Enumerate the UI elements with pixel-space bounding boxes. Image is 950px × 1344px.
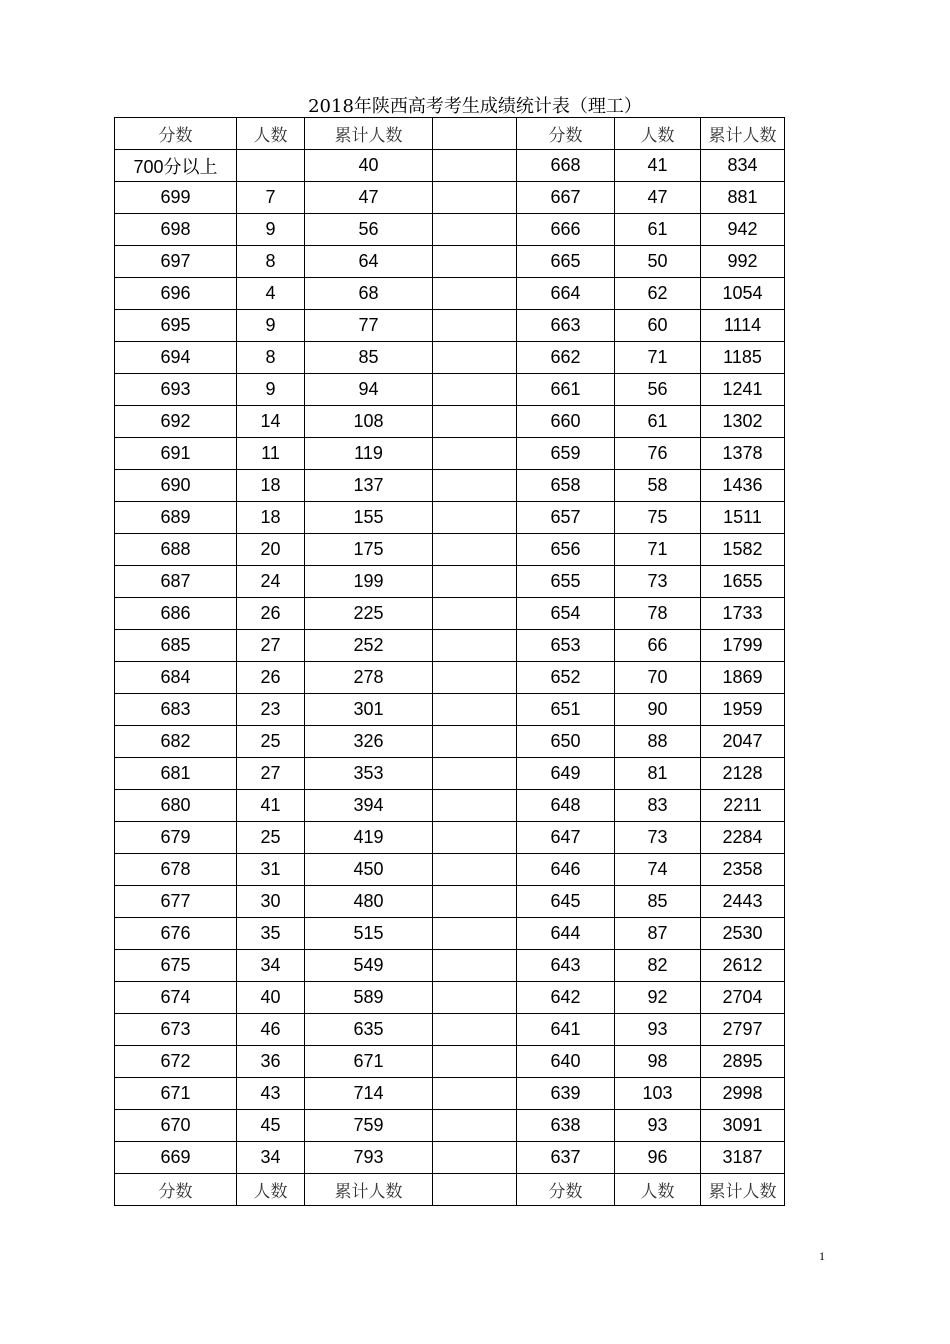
footer-spacer bbox=[433, 1174, 517, 1206]
cell-count-left: 40 bbox=[237, 982, 305, 1014]
cell-score-right: 666 bbox=[517, 214, 615, 246]
cell-spacer bbox=[433, 1110, 517, 1142]
cell-score-right: 652 bbox=[517, 662, 615, 694]
cell-cumulative-left: 47 bbox=[305, 182, 433, 214]
table-row bbox=[115, 1110, 785, 1142]
cell-count-right: 71 bbox=[615, 534, 701, 566]
cell-count-left: 4 bbox=[237, 278, 305, 310]
header-cumulative-right: 累计人数 bbox=[701, 118, 785, 150]
cell-cumulative-right: 881 bbox=[701, 182, 785, 214]
footer-count-right: 人数 bbox=[615, 1174, 701, 1206]
cell-count-right: 103 bbox=[615, 1078, 701, 1110]
cell-cumulative-right: 3091 bbox=[701, 1110, 785, 1142]
cell-spacer bbox=[433, 246, 517, 278]
cell-score-right: 649 bbox=[517, 758, 615, 790]
cell-score-right: 648 bbox=[517, 790, 615, 822]
table-row bbox=[115, 374, 785, 406]
cell-cumulative-right: 1241 bbox=[701, 374, 785, 406]
table-row bbox=[115, 1014, 785, 1046]
cell-count-left: 27 bbox=[237, 630, 305, 662]
cell-cumulative-right: 1054 bbox=[701, 278, 785, 310]
cell-count-right: 93 bbox=[615, 1110, 701, 1142]
cell-cumulative-right: 2047 bbox=[701, 726, 785, 758]
cell-count-right: 50 bbox=[615, 246, 701, 278]
cell-cumulative-right: 2704 bbox=[701, 982, 785, 1014]
cell-cumulative-left: 635 bbox=[305, 1014, 433, 1046]
table-row bbox=[115, 214, 785, 246]
table-row bbox=[115, 694, 785, 726]
cell-count-left: 34 bbox=[237, 1142, 305, 1174]
table-row bbox=[115, 886, 785, 918]
cell-count-left: 35 bbox=[237, 918, 305, 950]
footer-count-left: 人数 bbox=[237, 1174, 305, 1206]
cell-count-left: 41 bbox=[237, 790, 305, 822]
table-row bbox=[115, 662, 785, 694]
page-number: 1 bbox=[819, 1249, 825, 1263]
cell-count-left: 7 bbox=[237, 182, 305, 214]
cell-cumulative-right: 2797 bbox=[701, 1014, 785, 1046]
cell-count-right: 81 bbox=[615, 758, 701, 790]
cell-count-left: 43 bbox=[237, 1078, 305, 1110]
cell-cumulative-left: 77 bbox=[305, 310, 433, 342]
cell-cumulative-left: 119 bbox=[305, 438, 433, 470]
table-row bbox=[115, 1142, 785, 1174]
header-score-right: 分数 bbox=[517, 118, 615, 150]
cell-count-left: 23 bbox=[237, 694, 305, 726]
cell-count-left: 31 bbox=[237, 854, 305, 886]
cell-score-right: 642 bbox=[517, 982, 615, 1014]
cell-cumulative-left: 793 bbox=[305, 1142, 433, 1174]
cell-spacer bbox=[433, 182, 517, 214]
cell-cumulative-left: 301 bbox=[305, 694, 433, 726]
cell-spacer bbox=[433, 598, 517, 630]
cell-count-right: 41 bbox=[615, 150, 701, 182]
cell-count-left: 25 bbox=[237, 822, 305, 854]
cell-score-right: 658 bbox=[517, 470, 615, 502]
cell-spacer bbox=[433, 1078, 517, 1110]
cell-score-left: 694 bbox=[115, 342, 237, 374]
cell-spacer bbox=[433, 438, 517, 470]
cell-spacer bbox=[433, 406, 517, 438]
cell-cumulative-right: 2530 bbox=[701, 918, 785, 950]
cell-count-right: 74 bbox=[615, 854, 701, 886]
cell-cumulative-left: 85 bbox=[305, 342, 433, 374]
cell-cumulative-left: 419 bbox=[305, 822, 433, 854]
cell-count-right: 92 bbox=[615, 982, 701, 1014]
cell-score-left: 673 bbox=[115, 1014, 237, 1046]
cell-spacer bbox=[433, 886, 517, 918]
cell-cumulative-right: 1302 bbox=[701, 406, 785, 438]
cell-cumulative-left: 450 bbox=[305, 854, 433, 886]
cell-spacer bbox=[433, 1142, 517, 1174]
cell-count-right: 58 bbox=[615, 470, 701, 502]
cell-score-right: 639 bbox=[517, 1078, 615, 1110]
table-row bbox=[115, 566, 785, 598]
cell-cumulative-right: 992 bbox=[701, 246, 785, 278]
cell-spacer bbox=[433, 758, 517, 790]
cell-count-right: 66 bbox=[615, 630, 701, 662]
table-row bbox=[115, 758, 785, 790]
cell-score-left: 687 bbox=[115, 566, 237, 598]
cell-score-right: 644 bbox=[517, 918, 615, 950]
cell-score-left: 696 bbox=[115, 278, 237, 310]
cell-score-right: 663 bbox=[517, 310, 615, 342]
table-row bbox=[115, 726, 785, 758]
cell-count-left: 8 bbox=[237, 246, 305, 278]
cell-count-left: 27 bbox=[237, 758, 305, 790]
cell-score-left: 671 bbox=[115, 1078, 237, 1110]
cell-spacer bbox=[433, 662, 517, 694]
table-row bbox=[115, 822, 785, 854]
cell-score-right: 665 bbox=[517, 246, 615, 278]
table-row bbox=[115, 534, 785, 566]
cell-cumulative-left: 40 bbox=[305, 150, 433, 182]
cell-score-left: 672 bbox=[115, 1046, 237, 1078]
cell-cumulative-left: 759 bbox=[305, 1110, 433, 1142]
document-title: 2018年陕西高考考生成绩统计表（理工） bbox=[308, 96, 642, 117]
cell-count-right: 88 bbox=[615, 726, 701, 758]
cell-cumulative-left: 278 bbox=[305, 662, 433, 694]
cell-cumulative-left: 549 bbox=[305, 950, 433, 982]
cell-spacer bbox=[433, 502, 517, 534]
cell-spacer bbox=[433, 374, 517, 406]
cell-count-right: 47 bbox=[615, 182, 701, 214]
table-body bbox=[115, 150, 785, 1174]
cell-count-right: 75 bbox=[615, 502, 701, 534]
cell-score-right: 667 bbox=[517, 182, 615, 214]
table-row bbox=[115, 150, 785, 182]
table-row bbox=[115, 598, 785, 630]
cell-count-right: 90 bbox=[615, 694, 701, 726]
cell-count-right: 98 bbox=[615, 1046, 701, 1078]
cell-cumulative-left: 394 bbox=[305, 790, 433, 822]
cell-cumulative-left: 326 bbox=[305, 726, 433, 758]
cell-cumulative-left: 137 bbox=[305, 470, 433, 502]
cell-score-right: 657 bbox=[517, 502, 615, 534]
cell-count-left: 9 bbox=[237, 214, 305, 246]
table-row bbox=[115, 438, 785, 470]
table-row bbox=[115, 246, 785, 278]
cell-cumulative-right: 2443 bbox=[701, 886, 785, 918]
cell-score-left: 670 bbox=[115, 1110, 237, 1142]
cell-cumulative-right: 1114 bbox=[701, 310, 785, 342]
cell-cumulative-right: 1959 bbox=[701, 694, 785, 726]
cell-score-left: 669 bbox=[115, 1142, 237, 1174]
cell-count-right: 56 bbox=[615, 374, 701, 406]
header-count-right: 人数 bbox=[615, 118, 701, 150]
cell-score-left: 692 bbox=[115, 406, 237, 438]
cell-score-left: 700分以上 bbox=[115, 150, 237, 182]
cell-count-right: 62 bbox=[615, 278, 701, 310]
cell-score-right: 653 bbox=[517, 630, 615, 662]
table-row bbox=[115, 630, 785, 662]
cell-score-left: 681 bbox=[115, 758, 237, 790]
cell-spacer bbox=[433, 1046, 517, 1078]
table-row bbox=[115, 854, 785, 886]
cell-score-left: 674 bbox=[115, 982, 237, 1014]
cell-count-left: 36 bbox=[237, 1046, 305, 1078]
cell-score-right: 637 bbox=[517, 1142, 615, 1174]
cell-count-left: 45 bbox=[237, 1110, 305, 1142]
cell-cumulative-right: 2895 bbox=[701, 1046, 785, 1078]
cell-count-left: 24 bbox=[237, 566, 305, 598]
cell-cumulative-right: 834 bbox=[701, 150, 785, 182]
cell-score-left: 680 bbox=[115, 790, 237, 822]
cell-score-right: 651 bbox=[517, 694, 615, 726]
cell-score-right: 664 bbox=[517, 278, 615, 310]
cell-count-left: 20 bbox=[237, 534, 305, 566]
cell-count-right: 71 bbox=[615, 342, 701, 374]
cell-score-right: 656 bbox=[517, 534, 615, 566]
cell-spacer bbox=[433, 1014, 517, 1046]
cell-score-right: 641 bbox=[517, 1014, 615, 1046]
cell-score-left: 685 bbox=[115, 630, 237, 662]
cell-score-left: 682 bbox=[115, 726, 237, 758]
cell-score-right: 662 bbox=[517, 342, 615, 374]
cell-cumulative-right: 1436 bbox=[701, 470, 785, 502]
cell-score-right: 647 bbox=[517, 822, 615, 854]
cell-cumulative-left: 68 bbox=[305, 278, 433, 310]
cell-count-right: 61 bbox=[615, 214, 701, 246]
cell-spacer bbox=[433, 278, 517, 310]
cell-count-right: 83 bbox=[615, 790, 701, 822]
table-row bbox=[115, 278, 785, 310]
table-row bbox=[115, 342, 785, 374]
cell-score-right: 646 bbox=[517, 854, 615, 886]
table-row bbox=[115, 406, 785, 438]
header-row-bottom bbox=[115, 1174, 785, 1206]
cell-cumulative-left: 714 bbox=[305, 1078, 433, 1110]
cell-count-right: 87 bbox=[615, 918, 701, 950]
cell-cumulative-right: 1378 bbox=[701, 438, 785, 470]
cell-spacer bbox=[433, 694, 517, 726]
header-cumulative-left: 累计人数 bbox=[305, 118, 433, 150]
cell-cumulative-right: 1511 bbox=[701, 502, 785, 534]
cell-score-left: 697 bbox=[115, 246, 237, 278]
cell-cumulative-right: 2128 bbox=[701, 758, 785, 790]
cell-score-left: 677 bbox=[115, 886, 237, 918]
cell-cumulative-right: 2358 bbox=[701, 854, 785, 886]
table-row bbox=[115, 470, 785, 502]
header-count-left: 人数 bbox=[237, 118, 305, 150]
cell-spacer bbox=[433, 918, 517, 950]
cell-spacer bbox=[433, 790, 517, 822]
cell-count-left: 30 bbox=[237, 886, 305, 918]
cell-spacer bbox=[433, 534, 517, 566]
cell-score-left: 678 bbox=[115, 854, 237, 886]
cell-count-right: 73 bbox=[615, 566, 701, 598]
table-row bbox=[115, 790, 785, 822]
cell-count-left: 25 bbox=[237, 726, 305, 758]
cell-score-left: 693 bbox=[115, 374, 237, 406]
header-row-top bbox=[115, 118, 785, 150]
cell-score-right: 643 bbox=[517, 950, 615, 982]
cell-score-left: 684 bbox=[115, 662, 237, 694]
footer-cumulative-right: 累计人数 bbox=[701, 1174, 785, 1206]
footer-cumulative-left: 累计人数 bbox=[305, 1174, 433, 1206]
cell-cumulative-right: 1799 bbox=[701, 630, 785, 662]
cell-count-right: 60 bbox=[615, 310, 701, 342]
footer-score-left: 分数 bbox=[115, 1174, 237, 1206]
cell-count-right: 73 bbox=[615, 822, 701, 854]
cell-spacer bbox=[433, 982, 517, 1014]
cell-cumulative-left: 56 bbox=[305, 214, 433, 246]
cell-score-left: 688 bbox=[115, 534, 237, 566]
cell-spacer bbox=[433, 470, 517, 502]
cell-count-left: 18 bbox=[237, 470, 305, 502]
cell-count-left bbox=[237, 150, 305, 182]
cell-count-right: 93 bbox=[615, 1014, 701, 1046]
cell-score-right: 659 bbox=[517, 438, 615, 470]
cell-spacer bbox=[433, 854, 517, 886]
cell-cumulative-right: 942 bbox=[701, 214, 785, 246]
table-row bbox=[115, 1078, 785, 1110]
cell-count-left: 9 bbox=[237, 374, 305, 406]
cell-cumulative-left: 64 bbox=[305, 246, 433, 278]
cell-cumulative-right: 2211 bbox=[701, 790, 785, 822]
table-row bbox=[115, 310, 785, 342]
cell-score-left: 683 bbox=[115, 694, 237, 726]
cell-score-right: 650 bbox=[517, 726, 615, 758]
cell-count-left: 11 bbox=[237, 438, 305, 470]
cell-count-left: 34 bbox=[237, 950, 305, 982]
table-row bbox=[115, 982, 785, 1014]
cell-cumulative-right: 2612 bbox=[701, 950, 785, 982]
cell-cumulative-left: 175 bbox=[305, 534, 433, 566]
cell-count-left: 18 bbox=[237, 502, 305, 534]
cell-spacer bbox=[433, 630, 517, 662]
cell-score-left: 690 bbox=[115, 470, 237, 502]
cell-count-left: 8 bbox=[237, 342, 305, 374]
cell-count-right: 61 bbox=[615, 406, 701, 438]
cell-spacer bbox=[433, 950, 517, 982]
cell-score-right: 655 bbox=[517, 566, 615, 598]
cell-score-right: 638 bbox=[517, 1110, 615, 1142]
cell-score-right: 645 bbox=[517, 886, 615, 918]
cell-score-left: 686 bbox=[115, 598, 237, 630]
cell-cumulative-right: 1582 bbox=[701, 534, 785, 566]
cell-score-left: 691 bbox=[115, 438, 237, 470]
cell-spacer bbox=[433, 310, 517, 342]
cell-score-left: 699 bbox=[115, 182, 237, 214]
cell-score-right: 654 bbox=[517, 598, 615, 630]
table-row bbox=[115, 1046, 785, 1078]
cell-cumulative-left: 589 bbox=[305, 982, 433, 1014]
cell-score-left: 679 bbox=[115, 822, 237, 854]
cell-count-right: 85 bbox=[615, 886, 701, 918]
table-row bbox=[115, 918, 785, 950]
cell-cumulative-left: 155 bbox=[305, 502, 433, 534]
cell-spacer bbox=[433, 150, 517, 182]
score-statistics-table bbox=[114, 117, 785, 1206]
header-score-left: 分数 bbox=[115, 118, 237, 150]
cell-spacer bbox=[433, 214, 517, 246]
footer-score-right: 分数 bbox=[517, 1174, 615, 1206]
cell-spacer bbox=[433, 822, 517, 854]
cell-cumulative-left: 671 bbox=[305, 1046, 433, 1078]
cell-cumulative-right: 2284 bbox=[701, 822, 785, 854]
cell-count-left: 46 bbox=[237, 1014, 305, 1046]
cell-count-right: 78 bbox=[615, 598, 701, 630]
cell-cumulative-left: 225 bbox=[305, 598, 433, 630]
cell-cumulative-right: 2998 bbox=[701, 1078, 785, 1110]
cell-score-left: 695 bbox=[115, 310, 237, 342]
cell-cumulative-left: 94 bbox=[305, 374, 433, 406]
cell-spacer bbox=[433, 726, 517, 758]
cell-cumulative-left: 199 bbox=[305, 566, 433, 598]
cell-count-left: 14 bbox=[237, 406, 305, 438]
cell-count-right: 70 bbox=[615, 662, 701, 694]
cell-count-left: 9 bbox=[237, 310, 305, 342]
cell-count-left: 26 bbox=[237, 598, 305, 630]
cell-cumulative-right: 1869 bbox=[701, 662, 785, 694]
cell-cumulative-right: 1185 bbox=[701, 342, 785, 374]
table-row bbox=[115, 950, 785, 982]
cell-score-right: 660 bbox=[517, 406, 615, 438]
cell-count-left: 26 bbox=[237, 662, 305, 694]
cell-count-right: 76 bbox=[615, 438, 701, 470]
cell-score-right: 640 bbox=[517, 1046, 615, 1078]
cell-score-left: 698 bbox=[115, 214, 237, 246]
cell-score-left: 689 bbox=[115, 502, 237, 534]
cell-score-left: 675 bbox=[115, 950, 237, 982]
cell-spacer bbox=[433, 566, 517, 598]
cell-score-left: 676 bbox=[115, 918, 237, 950]
header-spacer bbox=[433, 118, 517, 150]
cell-count-right: 82 bbox=[615, 950, 701, 982]
cell-score-right: 661 bbox=[517, 374, 615, 406]
cell-cumulative-left: 515 bbox=[305, 918, 433, 950]
cell-score-right: 668 bbox=[517, 150, 615, 182]
cell-cumulative-right: 1655 bbox=[701, 566, 785, 598]
cell-cumulative-left: 108 bbox=[305, 406, 433, 438]
cell-cumulative-left: 480 bbox=[305, 886, 433, 918]
cell-cumulative-right: 1733 bbox=[701, 598, 785, 630]
cell-cumulative-left: 252 bbox=[305, 630, 433, 662]
table-row bbox=[115, 502, 785, 534]
cell-cumulative-left: 353 bbox=[305, 758, 433, 790]
cell-count-right: 96 bbox=[615, 1142, 701, 1174]
cell-spacer bbox=[433, 342, 517, 374]
cell-cumulative-right: 3187 bbox=[701, 1142, 785, 1174]
table-row bbox=[115, 182, 785, 214]
